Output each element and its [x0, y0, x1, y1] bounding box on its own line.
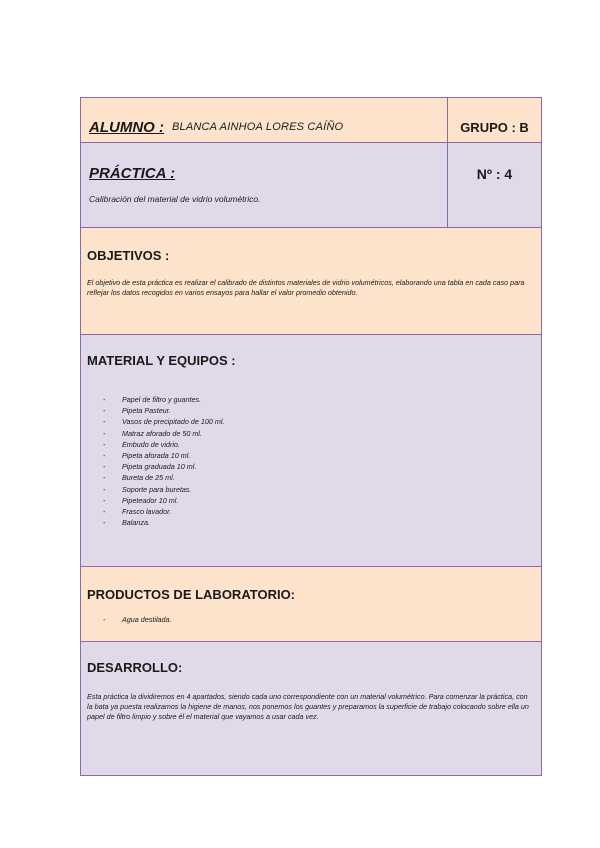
objetivos-section	[81, 228, 541, 335]
material-list	[87, 394, 535, 528]
material-title: MATERIAL Y EQUIPOS :	[87, 353, 236, 368]
alumno-name: BLANCA AINHOA LORES CAÍÑO	[172, 121, 344, 133]
list-item: - Papel de filtro y guantes.	[87, 394, 535, 405]
list-item: - Pipeta Pasteur.	[87, 405, 535, 416]
list-item: - Vasos de precipitado de 100 ml.	[87, 416, 535, 427]
desarrollo-section	[81, 642, 541, 775]
header-row	[81, 98, 541, 143]
practice-sheet	[80, 97, 542, 776]
list-item: - Pipeteador 10 ml.	[87, 495, 535, 506]
list-item: - Embudo de vidrio.	[87, 439, 535, 450]
desarrollo-text: Esta práctica la dividiremos en 4 apartados, siendo cada uno correspondiente con un material volumétrico. Para comenzar la práctica, con la bata ya puesta realizamos la higiene de manos, nos ponemos los guantes y preparamos la superficie de trabajo colocando sobre ella un papel de filtro limpio y sobre él el material que vayamos a usar cada vez.	[87, 692, 529, 721]
grupo-value: GRUPO : B	[460, 120, 529, 135]
practica-cell	[81, 143, 447, 227]
alumno-cell	[81, 98, 447, 142]
numero-cell	[447, 143, 541, 227]
productos-title: PRODUCTOS DE LABORATORIO:	[87, 587, 296, 602]
alumno-label: ALUMNO :	[89, 118, 164, 136]
productos-list	[87, 614, 535, 625]
objetivos-title: OBJETIVOS :	[87, 248, 170, 263]
list-item: - Frasco lavador.	[87, 506, 535, 517]
list-item: - Soporte para buretas.	[87, 484, 535, 495]
material-section	[81, 335, 541, 567]
practica-row	[81, 143, 541, 228]
practica-number: Nº : 4	[476, 166, 513, 182]
list-item: - Pipeta aforada 10 ml.	[87, 450, 535, 461]
list-item: - Matraz aforado de 50 ml.	[87, 428, 535, 439]
grupo-cell	[447, 98, 541, 142]
practica-description: Calibración del material de vidrio volumétrico.	[89, 194, 261, 204]
list-item: - Balanza.	[87, 517, 535, 528]
list-item: - Agua destilada.	[87, 614, 535, 625]
practica-label: PRÁCTICA :	[89, 165, 176, 182]
list-item: - Pipeta graduada 10 ml.	[87, 461, 535, 472]
desarrollo-title: DESARROLLO:	[87, 660, 183, 675]
list-item: - Bureta de 25 ml.	[87, 472, 535, 483]
objetivos-text: El objetivo de esta práctica es realizar el calibrado de distintos materiales de vidrio volumétricos, elaborando una tabla en cada caso para reflejar los datos recogidos en varios ensayos para hallar el valor promedio obtenido.	[87, 278, 525, 297]
productos-section	[81, 567, 541, 642]
